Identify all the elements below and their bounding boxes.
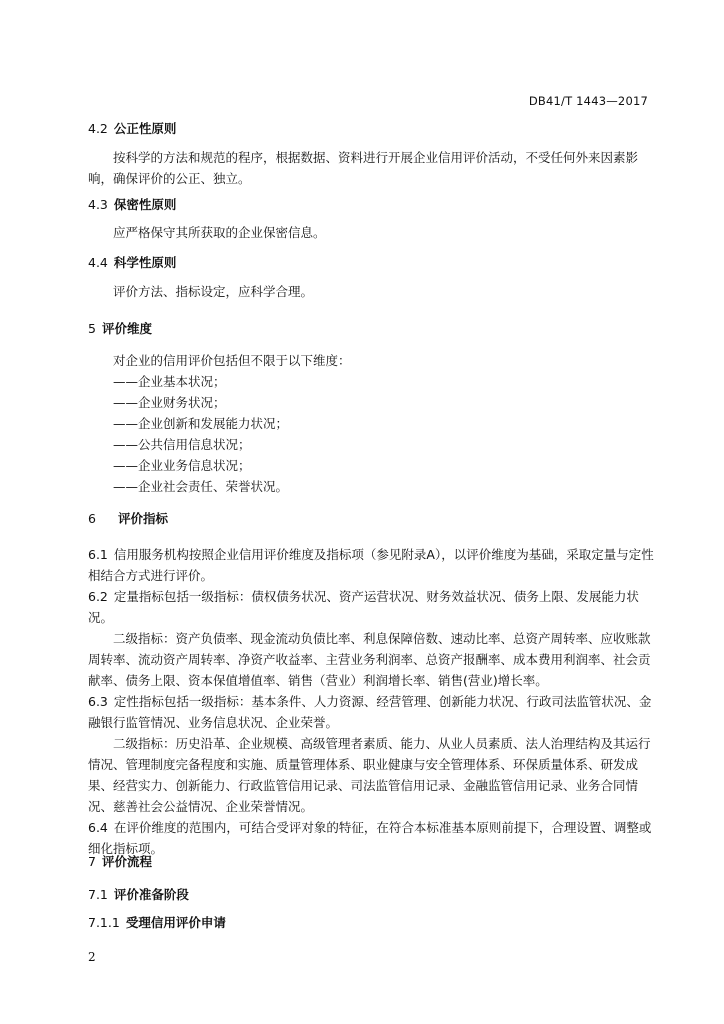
section-number: 7 [88, 854, 96, 869]
section-title: 公正性原则 [113, 121, 177, 136]
section-4-3-text: 应严格保守其所获取的企业保密信息。 [113, 225, 326, 240]
paragraph-text: 信用服务机构按照企业信用评价维度及指标项（参见附录A），以评价维度为基础，采取定量与定性相结合方式进行评价。 [88, 547, 654, 583]
section-title: 评价准备阶段 [113, 887, 189, 902]
section-title: 科学性原则 [113, 255, 177, 270]
page-number: 2 [88, 950, 96, 964]
paragraph-text: 在评价维度的范围内，可结合受评对象的特征，在符合本标准基本原则前提下，合理设置、调整或细化指标项。 [88, 820, 652, 856]
section-title: 评价流程 [101, 854, 152, 869]
list-item: ——企业社会责任、荣誉状况。 [113, 479, 289, 494]
standard-code: DB41/T 1443—2017 [528, 94, 648, 108]
section-title: 保密性原则 [113, 197, 177, 212]
section-5-intro: 对企业的信用评价包括但不限于以下维度： [113, 353, 351, 368]
section-number: 6 [88, 511, 96, 526]
section-title: 评价指标 [117, 511, 168, 526]
paragraph-number: 6.1 [88, 547, 108, 562]
section-4-3-heading [88, 194, 660, 215]
paragraph-text: 定性指标包括一级指标：基本条件、人力资源、经营管理、创新能力状况、行政司法监管状况、金融银行监管情况、业务信息状况、企业荣誉。 [88, 694, 652, 730]
section-6-heading [88, 508, 660, 529]
section-5-heading [88, 318, 660, 339]
section-4-2-heading [88, 118, 660, 139]
paragraph-6-3 [88, 691, 660, 733]
paragraph-6-2 [88, 586, 660, 628]
paragraph-number: 6.2 [88, 589, 108, 604]
section-title: 受理信用评价申请 [125, 915, 226, 930]
list-item: ——企业财务状况； [113, 395, 226, 410]
paragraph-6-2-sub: 二级指标：资产负债率、现金流动负债比率、利息保障倍数、速动比率、总资产周转率、应收账款周转率、流动资产周转率、净资产收益率、主营业务利润率、总资产报酬率、成本费用利润率、社会贡献率、债务上限、资本保值增值率、销售（营业）利润增长率、销售(营业)增长率。 [88, 631, 651, 688]
section-4-4-text: 评价方法、指标设定，应科学合理。 [113, 284, 314, 299]
section-4-2-text: 按科学的方法和规范的程序，根据数据、资料进行开展企业信用评价活动，不受任何外来因素影响，确保评价的公正、独立。 [88, 150, 639, 186]
section-6-body [88, 544, 660, 859]
section-5-body [88, 350, 660, 497]
section-number: 4.2 [88, 121, 108, 136]
list-item: ——公共信用信息状况； [113, 437, 251, 452]
paragraph-6-3-sub: 二级指标：历史沿革、企业规模、高级管理者素质、能力、从业人员素质、法人治理结构及其运行情况、管理制度完备程度和实施、质量管理体系、职业健康与安全管理体系、环保质量体系、研发成果、经营实力、创新能力、行政监管信用记录、司法监管信用记录、金融监管信用记录、业务合同情况、慈善社会公益情况、企业荣誉情况。 [88, 736, 651, 814]
dimension-list [88, 371, 660, 497]
section-7-1-1-heading [88, 912, 660, 933]
section-number: 4.4 [88, 255, 108, 270]
paragraph-6-1 [88, 544, 660, 586]
paragraph-text: 定量指标包括一级指标：债权债务状况、资产运营状况、财务效益状况、债务上限、发展能力状况。 [88, 589, 639, 625]
paragraph-number: 6.3 [88, 694, 108, 709]
section-number: 7.1 [88, 887, 108, 902]
section-number: 7.1.1 [88, 915, 120, 930]
list-item: ——企业创新和发展能力状况； [113, 416, 289, 431]
paragraph-number: 6.4 [88, 820, 108, 835]
section-7-heading [88, 851, 660, 872]
section-7-1-heading [88, 884, 660, 905]
list-item: ——企业业务信息状况； [113, 458, 251, 473]
section-title: 评价维度 [101, 321, 152, 336]
list-item: ——企业基本状况； [113, 374, 226, 389]
section-4-4-heading [88, 252, 660, 273]
section-number: 4.3 [88, 197, 108, 212]
section-number: 5 [88, 321, 96, 336]
